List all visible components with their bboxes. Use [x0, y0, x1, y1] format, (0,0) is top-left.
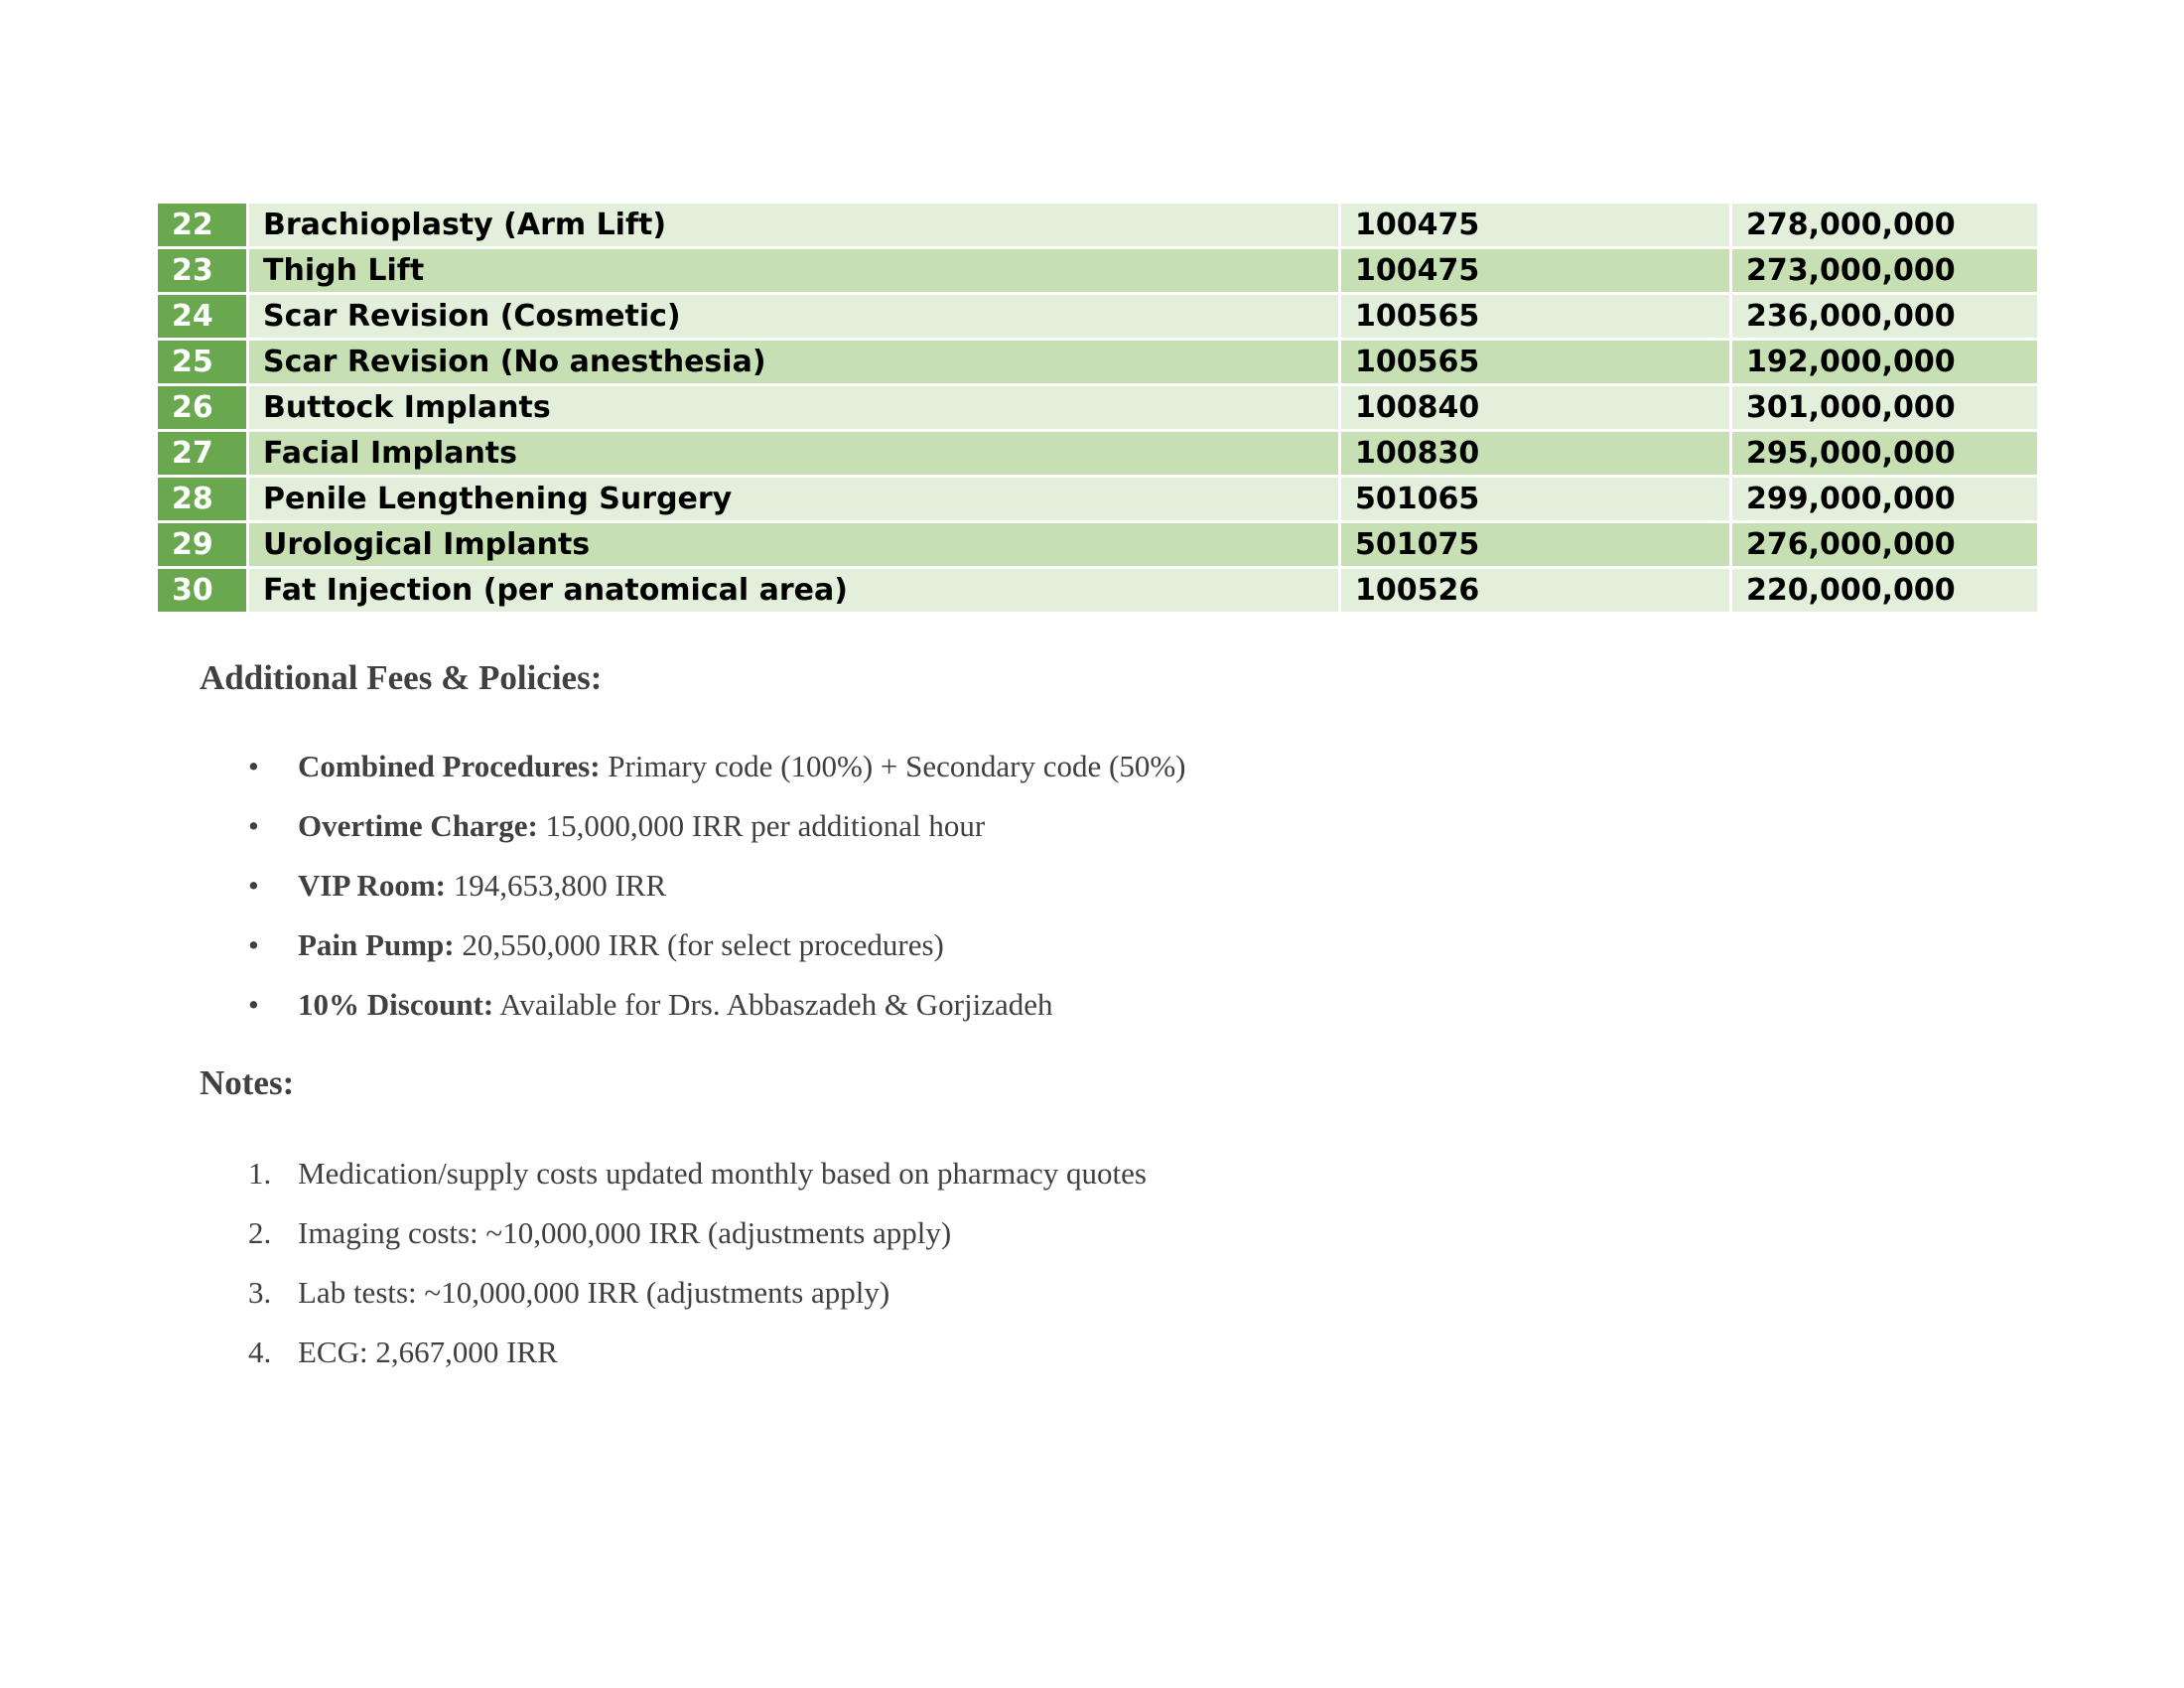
procedure-code: 501065: [1340, 477, 1731, 522]
procedure-price: 192,000,000: [1731, 340, 2039, 385]
procedure-price: 273,000,000: [1731, 248, 2039, 294]
additional-fees-heading: Additional Fees & Policies:: [200, 658, 603, 697]
note-number: 1.: [248, 1156, 272, 1191]
policy-text: [298, 985, 1052, 1025]
table-row: [157, 385, 2039, 431]
policy-text: [298, 866, 666, 906]
table-row: [157, 340, 2039, 385]
procedure-price: 301,000,000: [1731, 385, 2039, 431]
bullet-icon: •: [248, 927, 259, 962]
procedure-code: 100475: [1340, 203, 1731, 248]
policy-label: Pain Pump:: [298, 927, 455, 962]
policy-text: [298, 806, 985, 846]
table-row: [157, 294, 2039, 340]
policy-label: Combined Procedures:: [298, 749, 601, 783]
procedure-name: Buttock Implants: [248, 385, 1340, 431]
procedure-name: Thigh Lift: [248, 248, 1340, 294]
procedure-name: Facial Implants: [248, 431, 1340, 477]
procedure-name: Brachioplasty (Arm Lift): [248, 203, 1340, 248]
policy-label: VIP Room:: [298, 868, 446, 903]
procedure-price: 276,000,000: [1731, 522, 2039, 568]
bullet-icon: •: [248, 808, 259, 843]
procedure-price: 220,000,000: [1731, 568, 2039, 614]
procedure-code: 100565: [1340, 340, 1731, 385]
procedure-code: 100830: [1340, 431, 1731, 477]
procedure-price-table: [155, 201, 2040, 615]
row-number: 30: [157, 568, 248, 614]
table-row: [157, 203, 2039, 248]
procedure-name: Scar Revision (No anesthesia): [248, 340, 1340, 385]
row-number: 22: [157, 203, 248, 248]
policy-label: 10% Discount:: [298, 987, 494, 1022]
procedure-name: Urological Implants: [248, 522, 1340, 568]
procedure-price: 278,000,000: [1731, 203, 2039, 248]
note-number: 2.: [248, 1215, 272, 1250]
procedure-price: 299,000,000: [1731, 477, 2039, 522]
policy-value: 15,000,000 IRR per additional hour: [537, 808, 986, 843]
table-row: [157, 431, 2039, 477]
note-text: ECG: 2,667,000 IRR: [298, 1335, 558, 1369]
bullet-icon: •: [248, 868, 259, 903]
row-number: 29: [157, 522, 248, 568]
procedure-code: 100475: [1340, 248, 1731, 294]
row-number: 23: [157, 248, 248, 294]
table-row: [157, 248, 2039, 294]
policy-value: 20,550,000 IRR (for select procedures): [454, 927, 944, 962]
procedure-code: 100840: [1340, 385, 1731, 431]
row-number: 28: [157, 477, 248, 522]
policy-value: Primary code (100%) + Secondary code (50%): [600, 749, 1186, 783]
bullet-icon: •: [248, 987, 259, 1022]
policy-label: Overtime Charge:: [298, 808, 538, 843]
policy-text: [298, 925, 944, 965]
table-row: [157, 477, 2039, 522]
note-number: 4.: [248, 1335, 272, 1369]
procedure-name: Fat Injection (per anatomical area): [248, 568, 1340, 614]
procedure-price: 295,000,000: [1731, 431, 2039, 477]
policy-text: [298, 747, 1185, 786]
note-number: 3.: [248, 1275, 272, 1310]
table-row: [157, 568, 2039, 614]
procedure-code: 100565: [1340, 294, 1731, 340]
note-text: Lab tests: ~10,000,000 IRR (adjustments apply): [298, 1275, 890, 1310]
note-text: Medication/supply costs updated monthly based on pharmacy quotes: [298, 1156, 1147, 1191]
notes-heading: Notes:: [200, 1063, 295, 1102]
bullet-icon: •: [248, 749, 259, 783]
procedure-name: Penile Lengthening Surgery: [248, 477, 1340, 522]
table-row: [157, 522, 2039, 568]
row-number: 26: [157, 385, 248, 431]
row-number: 25: [157, 340, 248, 385]
procedure-name: Scar Revision (Cosmetic): [248, 294, 1340, 340]
procedure-price: 236,000,000: [1731, 294, 2039, 340]
procedure-code: 501075: [1340, 522, 1731, 568]
procedure-code: 100526: [1340, 568, 1731, 614]
policy-value: 194,653,800 IRR: [445, 868, 667, 903]
note-text: Imaging costs: ~10,000,000 IRR (adjustments apply): [298, 1215, 952, 1250]
row-number: 27: [157, 431, 248, 477]
row-number: 24: [157, 294, 248, 340]
policy-value: Available for Drs. Abbaszadeh & Gorjizadeh: [493, 987, 1053, 1022]
